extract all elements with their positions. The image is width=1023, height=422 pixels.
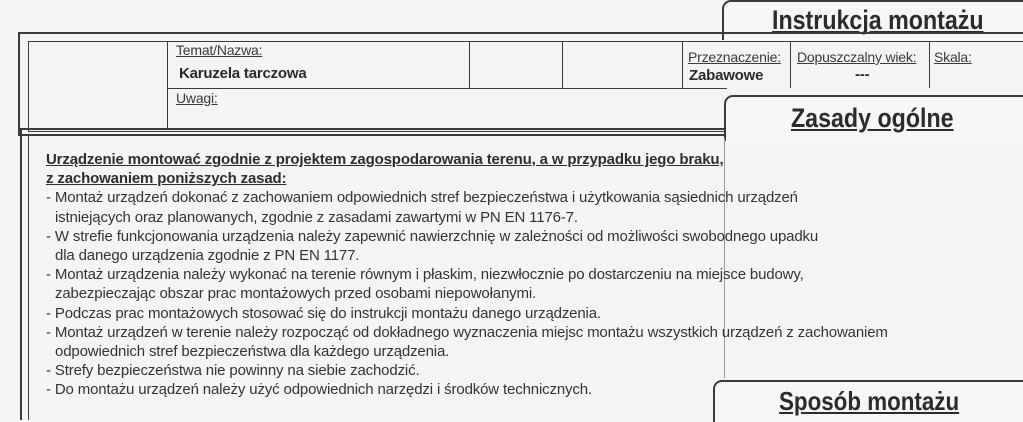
rule-line: - Montaż urządzeń w terenie należy rozpocząć od dokładnego wyznaczenia miejsc montażu wszystkich urządzeń z zachowaniem (46, 323, 888, 341)
assembly-method-tab-title: Sposób montażu (779, 386, 960, 416)
rule-line: - Montaż urządzeń dokonać z zachowaniem odpowiednich stref bezpieczeństwa i użytkowania sąsiednich urządzeń (46, 189, 798, 207)
rule-line: - Podczas prac montażowych stosować się do instrukcji montażu danego urządzenia. (46, 304, 601, 322)
instruction-tab-title: Instrukcja montażu (772, 5, 984, 35)
rule-line: - Do montażu urządzeń należy użyć odpowiednich narzędzi i środków technicznych. (46, 381, 592, 399)
age-value: --- (855, 66, 870, 83)
age-label: Dopuszczalny wiek: (797, 49, 917, 65)
rule-item (46, 188, 926, 226)
rule-line: - Strefy bezpieczeństwa nie powinny na siebie zachodzić. (46, 362, 420, 380)
rule-line-cont: dla danego urządzenia zgodnie z PN EN 1177. (55, 247, 360, 265)
intro-line-1: Urządzenie montować zgodnie z projektem zagospodarowania terenu, a w przypadku jego braku, (46, 151, 724, 168)
divider-col2 (469, 41, 470, 88)
divider-subject (167, 41, 168, 130)
header-row-divider (167, 88, 727, 89)
rule-line: - W strefie funkcjonowania urządzenia należy zapewnić nawierzchnię w zależności od możliwości swobodnego upadku (46, 227, 819, 245)
notes-label: Uwagi: (176, 90, 218, 106)
rule-item (46, 361, 926, 380)
rule-item (46, 304, 926, 323)
general-rules-text (46, 150, 926, 400)
subject-value: Karuzela tarczowa (179, 65, 307, 82)
divider-scale (929, 41, 930, 88)
purpose-value: Zabawowe (689, 67, 764, 84)
subject-label: Temat/Nazwa: (176, 42, 263, 58)
rule-line-cont: istniejących oraz planowanych, zgodnie z zasadami zawartymi w PN EN 1176-7. (55, 208, 578, 226)
divider-purpose (682, 41, 683, 88)
purpose-label: Przeznaczenie: (688, 49, 781, 65)
general-rules-tab (724, 95, 1023, 141)
general-rules-tab-title: Zasady ogólne (791, 103, 954, 133)
intro-line-2: z zachowaniem poniższych zasad: (46, 170, 287, 188)
divider-col3 (562, 41, 563, 88)
rule-line-cont: odpowiednich stref bezpieczeństwa dla każdego urządzenia. (55, 343, 450, 361)
assembly-method-tab (713, 380, 1023, 422)
rule-item (46, 227, 926, 265)
rule-item (46, 265, 926, 303)
scale-label: Skala: (934, 49, 972, 65)
rule-item (46, 323, 926, 361)
rule-line: - Montaż urządzenia należy wykonać na terenie równym i płaskim, niezwłocznie po dostarczeniu na miejsce budowy, (46, 266, 804, 284)
rule-line-cont: zabezpieczając obszar prac montażowych przed osobami niepowołanymi. (55, 285, 537, 303)
divider-age (790, 41, 791, 88)
